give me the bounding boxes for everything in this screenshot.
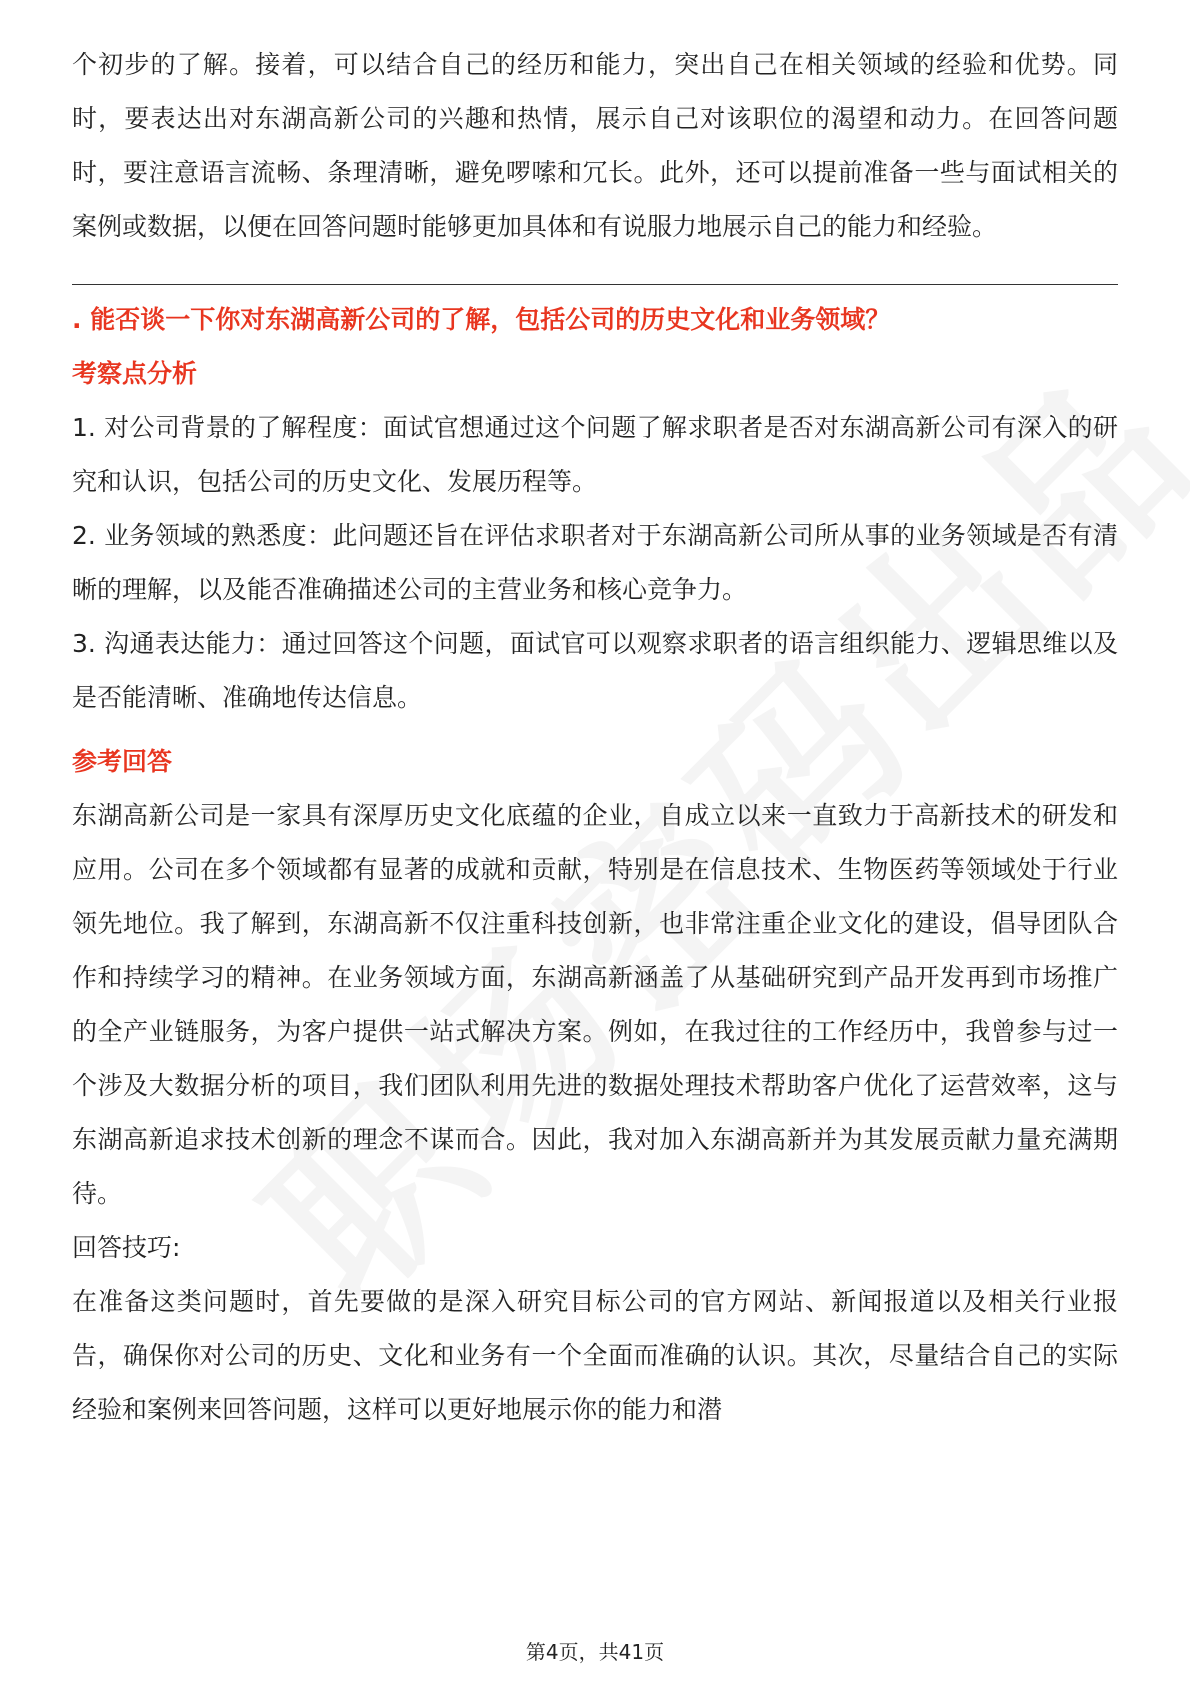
analysis-heading: 考察点分析 (72, 359, 198, 388)
tips-label: 回答技巧: (72, 1233, 181, 1262)
analysis-item: 2. 业务领域的熟悉度：此问题还旨在评估求职者对于东湖高新公司所从事的业务领域是否有清晰的理解，以及能否准确描述公司的主营业务和核心竞争力。 (72, 521, 1118, 604)
question-title: . 能否谈一下你对东湖高新公司的了解，包括公司的历史文化和业务领域？ (72, 305, 891, 334)
reference-answer: 东湖高新公司是一家具有深厚历史文化底蕴的企业，自成立以来一直致力于高新技术的研发和应用。公司在多个领域都有显著的成就和贡献，特别是在信息技术、生物医药等领域处于行业领先地位。我了解到，东湖高新不仅注重科技创新，也非常注重企业文化的建设，倡导团队合作和持续学习的精神。在业务领域方面，东湖高新涵盖了从基础研究到产品开发再到市场推广的全产业链服务，为客户提供一站式解决方案。例如，在我过往的工作经历中，我曾参与过一个涉及大数据分析的项目，我们团队利用先进的数据处理技术帮助客户优化了运营效率，这与东湖高新追求技术创新的理念不谋而合。因此，我对加入东湖高新并为其发展贡献力量充满期待。 (72, 801, 1118, 1208)
analysis-item: 1. 对公司背景的了解程度：面试官想通过这个问题了解求职者是否对东湖高新公司有深入的研究和认识，包括公司的历史文化、发展历程等。 (72, 413, 1118, 496)
section-divider (72, 284, 1118, 285)
page-number: 第4页，共41页 (525, 1640, 665, 1664)
reference-heading: 参考回答 (72, 747, 173, 776)
intro-paragraph: 个初步的了解。接着，可以结合自己的经历和能力，突出自己在相关领域的经验和优势。同时，要表达出对东湖高新公司的兴趣和热情，展示自己对该职位的渴望和动力。在回答问题时，要注意语言流畅、条理清晰，避免啰嗦和冗长。此外，还可以提前准备一些与面试相关的案例或数据，以便在回答问题时能够更加具体和有说服力地展示自己的能力和经验。 (72, 50, 1118, 241)
analysis-item: 3. 沟通表达能力：通过回答这个问题，面试官可以观察求职者的语言组织能力、逻辑思维以及是否能清晰、准确地传达信息。 (72, 629, 1118, 712)
tips-paragraph: 在准备这类问题时，首先要做的是深入研究目标公司的官方网站、新闻报道以及相关行业报告，确保你对公司的历史、文化和业务有一个全面而准确的认识。其次，尽量结合自己的实际经验和案例来回答问题，这样可以更好地展示你的能力和潜 (72, 1287, 1118, 1424)
document-page (72, 38, 1118, 1437)
